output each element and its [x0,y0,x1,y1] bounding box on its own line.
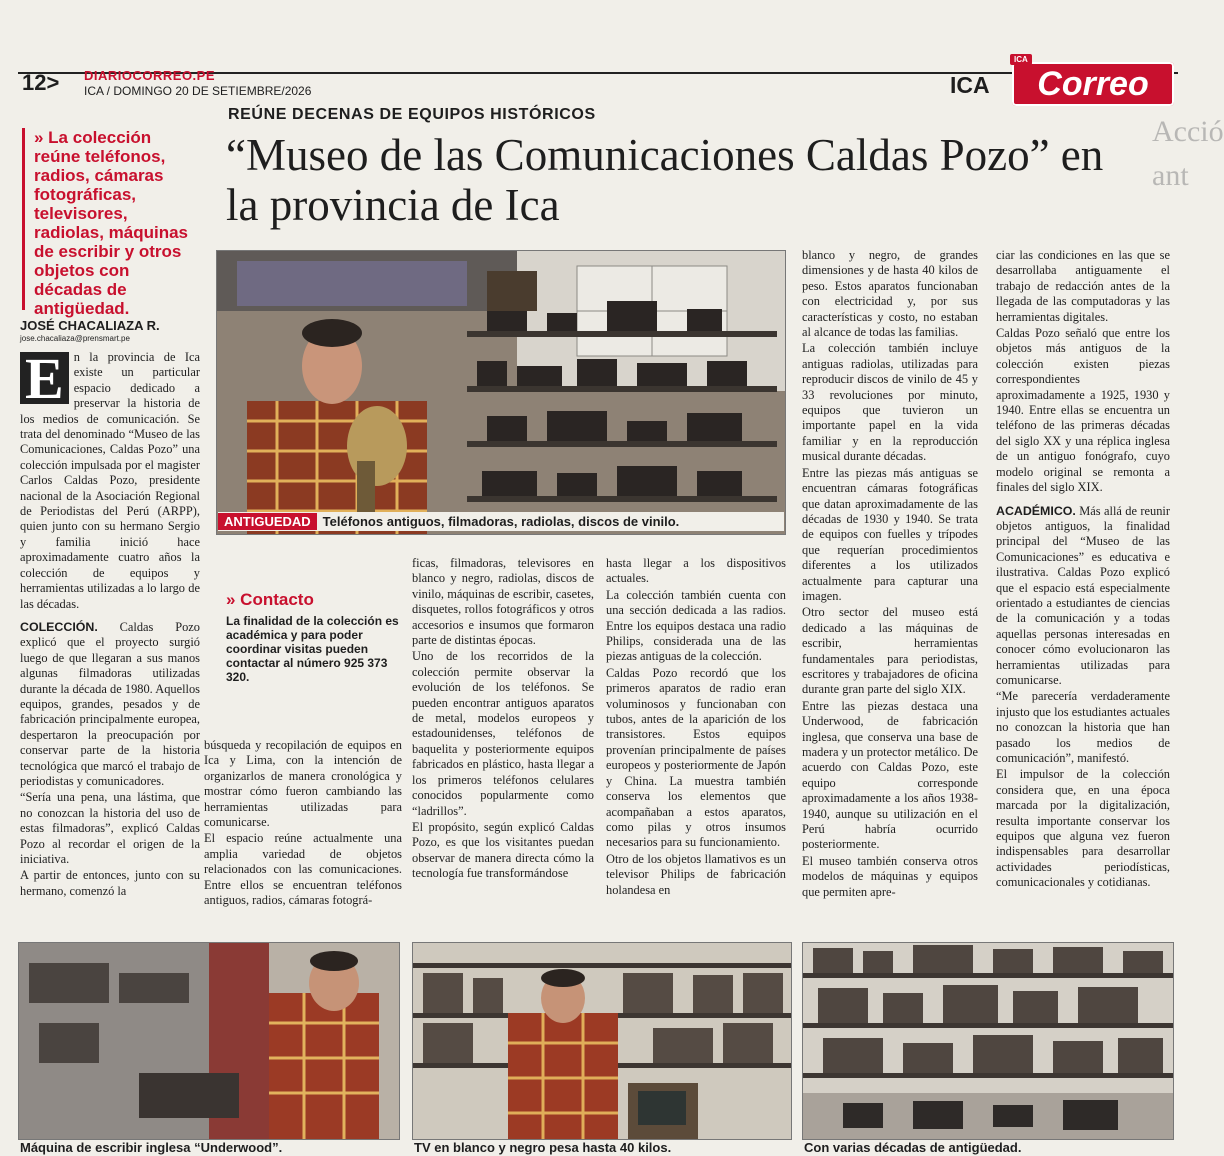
logo-tag: ICA [1010,54,1032,65]
tv-caption: TV en blanco y negro pesa hasta 40 kilos. [414,1140,672,1155]
region-label: ICA [950,72,990,98]
paragraph-radios: La colección también cuenta con una sección dedicada a las radios. Entre los equipos destaca una radio Philips, considerada una de las piezas antiguas de la colección. [606,587,786,664]
lead-text: n la provincia de Ica existe un particular espacio dedicado a preservar la historia de los medios de comunicación. Se trata del denominado “Museo de las Comunicaciones, Caldas Pozo” una colección impulsada por el magister Carlos Caldas Pozo, presidente nacional de la Asociación Regional de Periodistas del Perú (ARPP), quien junto con su hermano Sergio y familia inició hace aproximadamente cuatro años la colección de equipos y herramientas utilizadas a lo largo de las décadas. [20,350,200,611]
page-number-text: 12 [22,70,47,95]
paragraph-academico [996,504,1170,689]
dateline: ICA / DOMINGO 20 DE SETIEMBRE/2026 [84,84,312,98]
summary-accent-bar [22,128,25,310]
paragraph-maquinas: Otro sector del museo está dedicado a las máquinas de escribir, herramientas fundamentales para periodistas, escritores y trabajadores de oficina durante gran parte del siglo XIX. [802,605,978,697]
paragraph-telefonos: Uno de los recorridos de la colección permite observar la evolución de los teléfonos. Se pueden encontrar antiguos aparatos de metal, modelos europeos y estadounidenses, teléfonos de baquelita y posteriormente equipos fabricados en plástico, hasta llegar a los primeros teléfonos celulares conocidos popularmente como “ladrillos”. [412,649,594,818]
paragraph-otros-modelos: El museo también conserva otros modelos de máquinas y equipos que permiten apre- [802,853,978,899]
paragraph-busqueda: búsqueda y recopilación de equipos en Ica y Lima, con la intención de organizarlos de manera cronológica y mostrar cómo fueron cambiando las herramientas utilizadas para comunicarse. [204,738,402,830]
section-label-academico: ACADÉMICO. [996,503,1076,518]
contact-title: » Contacto [226,590,314,609]
paragraph-radiolas: La colección también incluye antiguas radiolas, utilizadas para reproducir discos de vinilo de 45 y 33 revoluciones por minuto, equipos que tuvieron un importante papel en la vida familiar y en la reproducción musical durante décadas. [802,341,978,464]
column-4 [606,556,786,936]
caption-tag: ANTIGUEDAD [218,513,317,530]
collection-photo-art [803,943,1173,1139]
paragraph-blanco-negro: blanco y negro, de grandes dimensiones y de hasta 40 kilos de peso. Estos aparatos funcionaban con electricidad y, por sus características y costo, no estaban al alcance de todas las familias. [802,248,978,340]
article-headline: “Museo de las Comunicaciones Caldas Pozo” en la provincia de Ica [226,130,1104,230]
main-photo-caption [218,512,784,531]
site-name[interactable]: DIARIOCORREO.PE [84,68,216,83]
paragraph-coleccion [20,620,200,789]
paragraph-redaccion: ciar las condiciones en las que se desarrollaba antiguamente el trabajo de redacción antes de la llegada de las computadoras y las herramientas digitales. [996,248,1170,324]
column-5 [802,248,978,936]
paragraph-quote: “Sería una pena, una lástima, que no conozcan la historia del uso de estas filmadoras”, explicó Caldas Pozo al recordar el origen de la iniciativa. [20,790,200,866]
typewriter-photo [18,942,400,1140]
paragraph-dispositivos: hasta llegar a los dispositivos actuales. [606,556,786,586]
typewriter-caption: Máquina de escribir inglesa “Underwood”. [20,1140,283,1155]
caption-text: Teléfonos antiguos, filmadoras, radiolas, discos de vinilo. [322,514,680,529]
page-number [22,70,59,96]
paragraph-underwood: Entre las piezas destaca una Underwood, de fabricación inglesa, que conserva una base de madera y un protector metálico. De acuerdo con Caldas Pozo, este equipo corresponde aproximadamente a los años 1938-1940, aunque su utilización en el Perú habría ocurrido posteriormente. [802,698,978,852]
section-label-coleccion: COLECCIÓN. [20,619,98,634]
paragraph-injusto: “Me parecería verdaderamente injusto que los estudiantes actuales no conozcan la historia que han pasado los medios de comunicación”, manifestó. [996,689,1170,765]
tv-photo [412,942,792,1140]
paragraph-impulsor: El impulsor de la colección considera que, en una época marcada por la digitalización, resulta importante conservar los equipos que alguna vez fueron indispensables para desarrollar actividades periodísticas, comunicacionales y cotidianas. [996,767,1170,890]
chevron-right-icon: > [46,70,60,95]
contact-body: La finalidad de la colección es académica y para poder coordinar visitas pueden contactar al número 925 373 320. [226,614,399,684]
adjacent-page-ghost-text: Acció ant [1152,115,1224,192]
column-6 [996,248,1170,936]
author-email[interactable]: jose.chacaliaza@prensmart.pe [20,334,130,343]
drop-cap: E [20,352,69,404]
academico-text: Más allá de reunir objetos antiguos, la finalidad principal del “Museo de las Comunicaciones” es educativa e ilustrativa. Caldas Pozo explicó que el espacio está especialmente orientado a estudiantes de ciencias de la comunicación y a todas aquellas personas interesadas en conocer cómo evolucionaron las herramientas utilizadas para comunicarse. [996,503,1170,687]
paragraph-lead [20,346,200,612]
tv-photo-art [413,943,791,1139]
column-3 [412,556,594,936]
article-kicker: REÚNE DECENAS DE EQUIPOS HISTÓRICOS [228,106,596,123]
correo-logo: Correo [1012,62,1174,106]
column-2 [204,738,402,938]
main-photo [216,250,786,535]
article-summary: » La colección reúne teléfonos, radios, cámaras fotográficas, televisores, radiolas, máquinas de escribir y otros objetos con décadas de antigüedad. [34,128,188,318]
typewriter-photo-art [19,943,399,1139]
paragraph-camaras: Entre las piezas más antiguas se encuentran cámaras fotográficas que datan aproximadamente de las décadas de 1930 y 1940. Se trata de equipos con fuelles y trípodes que requerían procedimientos diferentes a los utilizados actualmente para capturar una imagen. [802,465,978,603]
column-1 [20,346,200,910]
collection-caption: Con varias décadas de antigüedad. [804,1140,1022,1155]
collection-photo [802,942,1174,1140]
paragraph-tubos: Caldas Pozo recordó que los primeros aparatos de radio eran voluminosos y funcionaban con tubos, antes de la aparición de los transistores. Estos equipos provenían principalmente de países europeos y posteriormente de Japón y China. La muestra también conserva los elementos que acompañaban a estos aparatos, como pilas y otros insumos necesarios para su funcionamiento. [606,665,786,850]
paragraph-continues: A partir de entonces, junto con su hermano, comenzó la [20,868,200,898]
paragraph-ficas: ficas, filmadoras, televisores en blanco y negro, radiolas, discos de vinilo, máquinas de escribir, casetes, disquetes, rollos fotográficos y otros accesorios e insumos que formaron parte de distintas épocas. [412,556,594,648]
museum-shelves-photo [217,251,785,534]
paragraph-televisor: Otro de los objetos llamativos es un televisor Philips de fabricación holandesa en [606,851,786,897]
paragraph-antiguos: Caldas Pozo señaló que entre los objetos más antiguos de la colección existen piezas correspondientes aproximadamente a 1925, 1930 y 1940. Entre ellas se encuentra un teléfono de las primeras décadas del siglo XX y una réplica inglesa de un antiguo fonógrafo, cuyo modelo original se remonta a finales del siglo XIX. [996,326,1170,495]
paragraph-proposito: El propósito, según explicó Caldas Pozo, es que los visitantes puedan observar de manera directa cómo la tecnología fue transformándose [412,819,594,881]
author-name: JOSÉ CHACALIAZA R. [20,318,160,333]
paragraph-espacio: El espacio reúne actualmente una amplia variedad de objetos relacionados con las comunicaciones. Entre ellos se encuentran teléfonos antiguos, radios, cámaras fotográ- [204,831,402,908]
coleccion-text: Caldas Pozo explicó que el proyecto surgió luego de que llegaran a sus manos algunas filmadoras utilizadas durante la década de 1980. Aquellos equipos, grandes, pesados y de fabricación principalmente europea, despertaron la preocupación por conservar parte de la historia tecnológica que marcó el trabajo de periodistas y comunicadores. [20,619,200,788]
